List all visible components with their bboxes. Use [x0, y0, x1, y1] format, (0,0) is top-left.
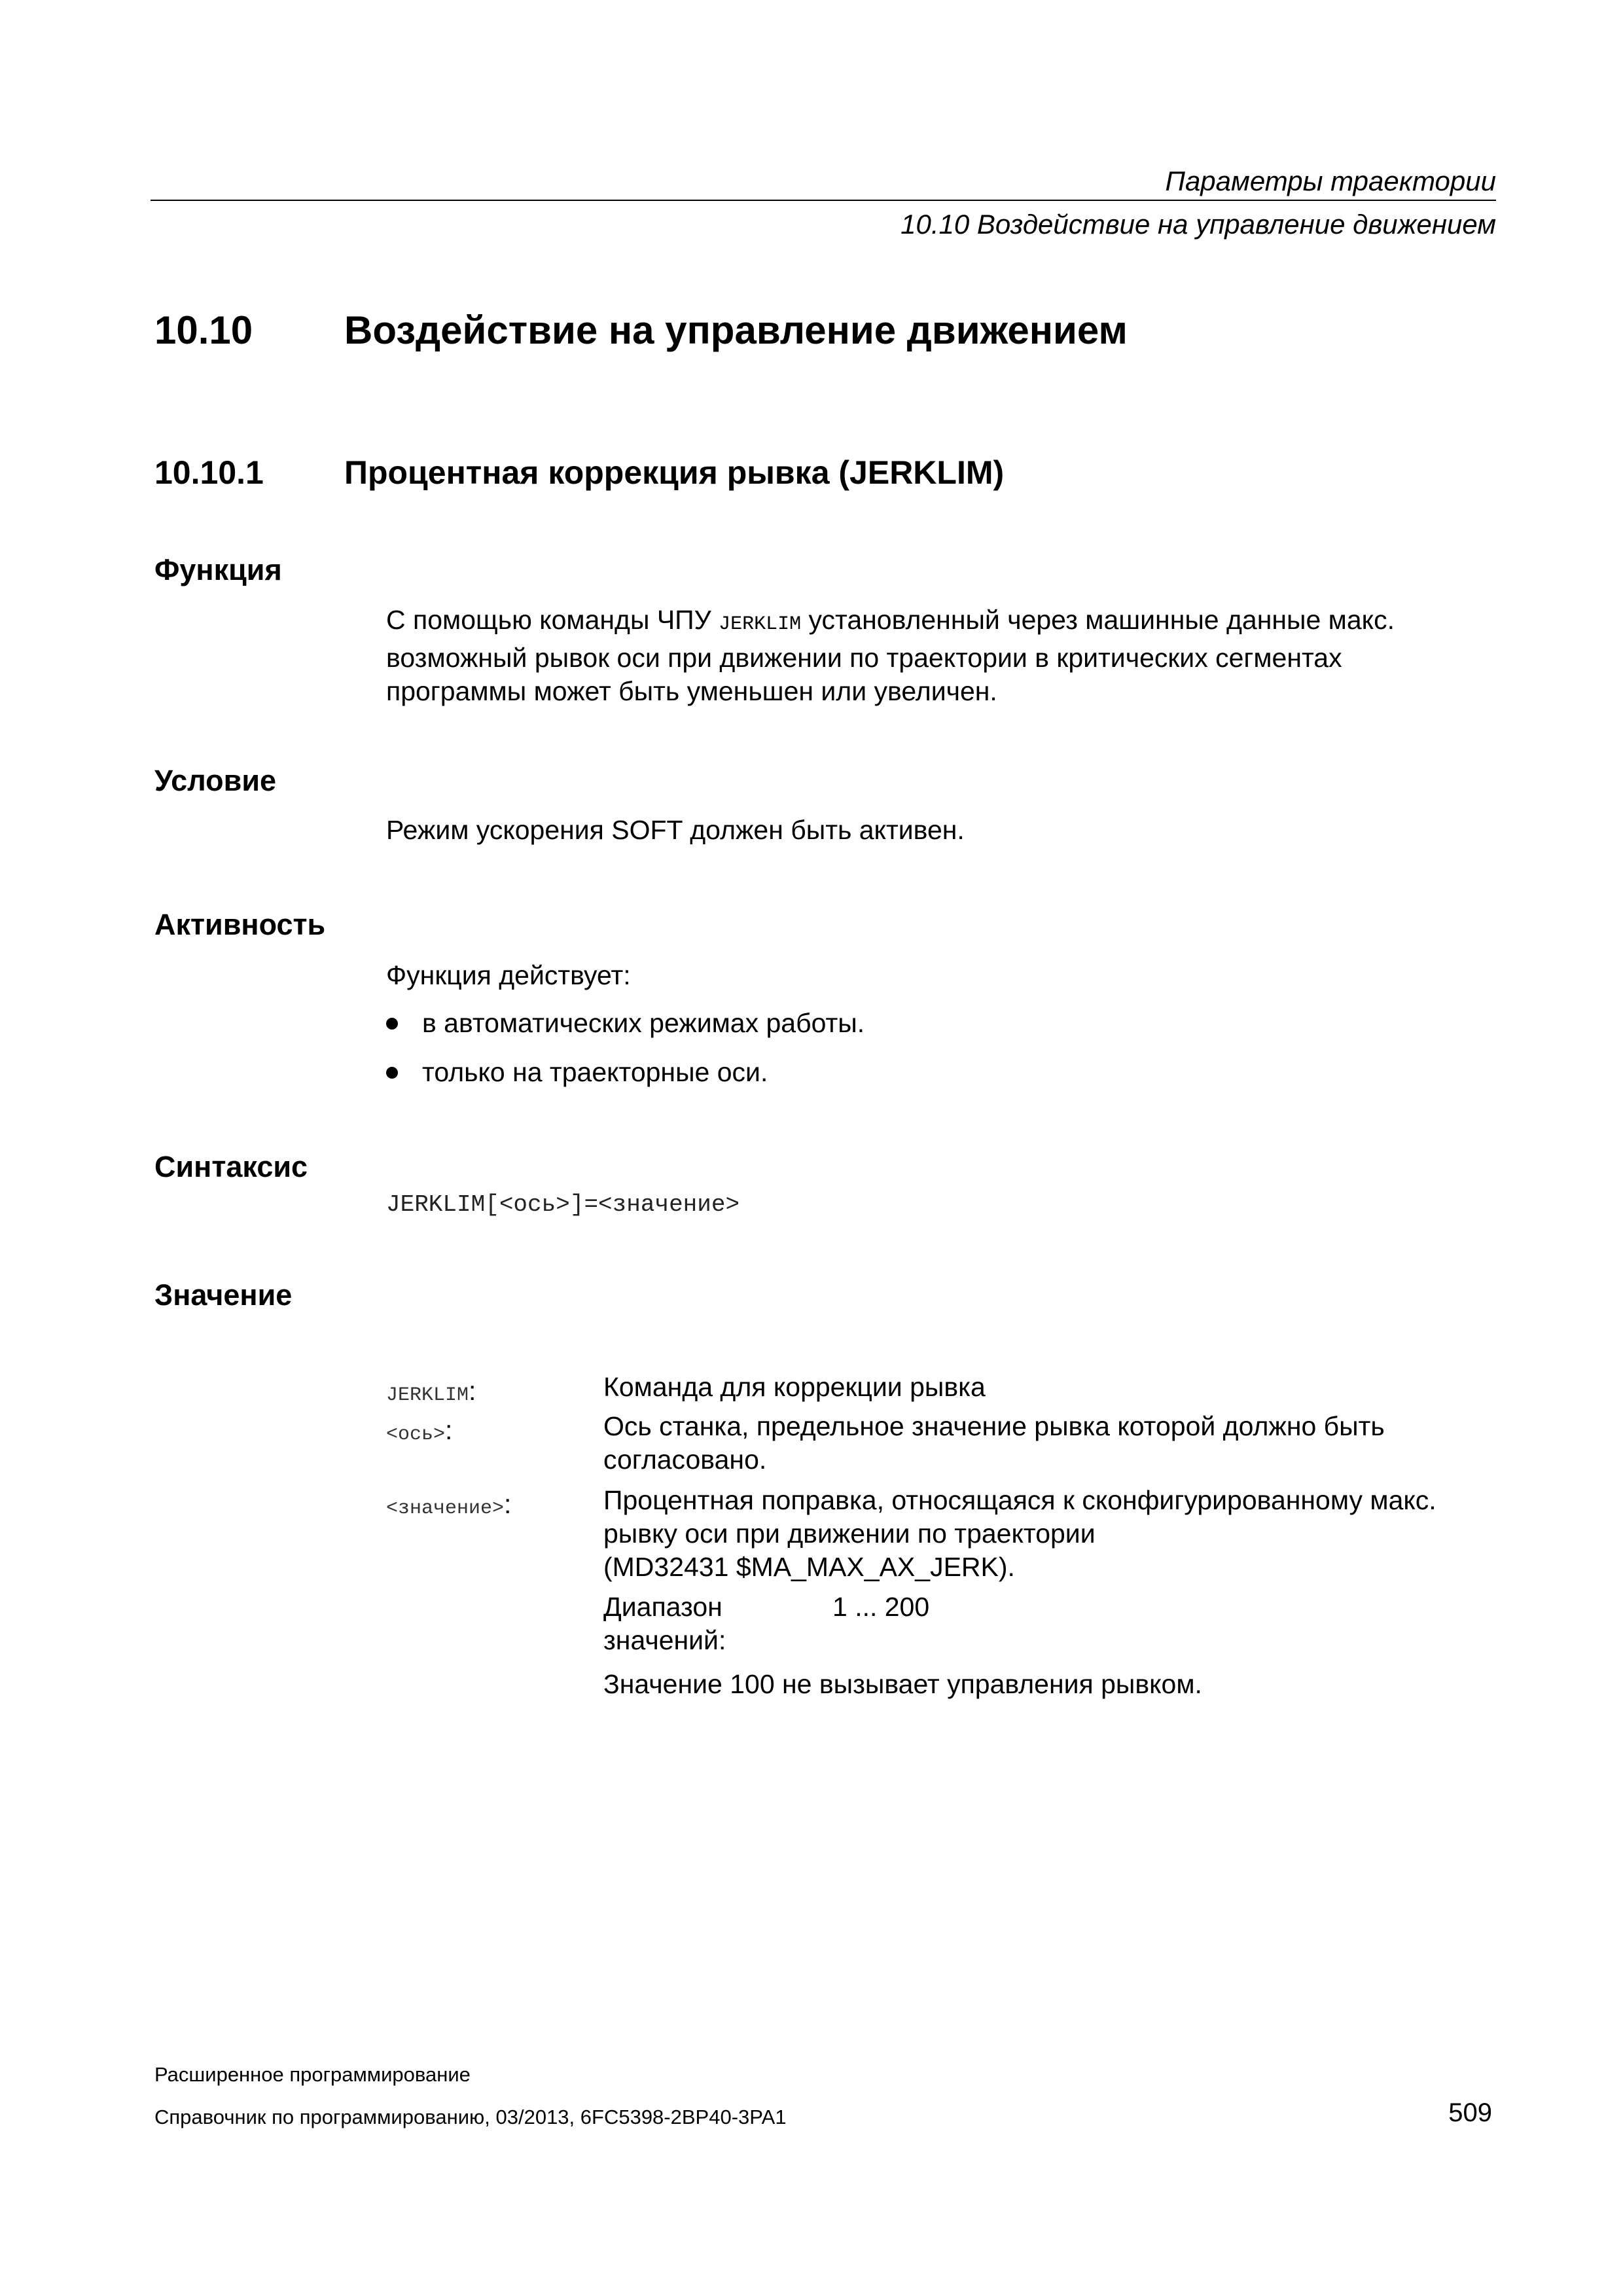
meaning-term-name: <значение> [386, 1498, 505, 1520]
range-label-line: Диапазон [603, 1592, 722, 1622]
page-number: 509 [1448, 2098, 1492, 2127]
meaning-heading: Значение [154, 1278, 293, 1312]
activity-item: в автоматических режимах работы. [422, 1008, 865, 1038]
condition-heading: Условие [154, 764, 277, 797]
footer-title: Расширенное программирование [154, 2063, 471, 2086]
meaning-term-colon: : [504, 1489, 512, 1519]
syntax-code: JERKLIM[<ось>]=<значение> [386, 1191, 740, 1218]
header-rule [151, 200, 1496, 201]
meaning-description-line: Ось станка, предельное значение рывка которой должно быть [603, 1411, 1385, 1441]
meaning-term-colon: : [469, 1376, 476, 1406]
function-text-line2: возможный рывок оси при движении по траектории в критических сегментах [386, 643, 1342, 673]
meaning-description-line: Команда для коррекции рывка [603, 1372, 986, 1402]
meaning-term-colon: : [445, 1415, 453, 1445]
meaning-description-line: рывку оси при движении по траектории [603, 1518, 1096, 1549]
activity-intro: Функция действует: [386, 960, 631, 990]
running-header-section: 10.10 Воздействие на управление движением [901, 209, 1496, 240]
condition-text: Режим ускорения SOFT должен быть активен. [386, 815, 965, 845]
meaning-description-line: согласовано. [603, 1444, 767, 1475]
function-heading: Функция [154, 553, 282, 586]
meaning-description-line: Процентная поправка, относящаяся к сконфигурированному макс. [603, 1485, 1436, 1515]
meaning-term-name: <ось> [386, 1424, 446, 1446]
bullet-dot [386, 1018, 398, 1030]
meaning-term [386, 1415, 452, 1446]
running-header-chapter: Параметры траектории [1165, 166, 1496, 196]
heading1-number: 10.10 [154, 308, 253, 352]
function-text-line3: программы может быть уменьшен или увеличен. [386, 676, 997, 706]
heading2-number: 10.10.1 [154, 454, 264, 491]
function-paragraph [386, 603, 1499, 708]
function-text-pre: С помощью команды ЧПУ [386, 605, 719, 635]
range-label [603, 1590, 726, 1657]
meaning-term [386, 1376, 476, 1407]
meaning-term [386, 1489, 511, 1520]
meaning-term-name: JERKLIM [386, 1384, 469, 1407]
meaning-description [603, 1371, 986, 1404]
meaning-note: Значение 100 не вызывает управления рывком. [603, 1669, 1202, 1699]
footer-reference: Справочник по программированию, 03/2013, 6FC5398-2BP40-3PA1 [154, 2106, 787, 2128]
heading2-title: Процентная коррекция рывка (JERKLIM) [344, 454, 1005, 491]
function-text-line1-post: установленный через машинные данные макс. [801, 605, 1395, 635]
meaning-description [603, 1410, 1385, 1477]
heading1-title: Воздействие на управление движением [344, 308, 1128, 352]
range-value: 1 ... 200 [832, 1592, 930, 1622]
range-label-line: значений: [603, 1625, 726, 1655]
meaning-description [603, 1484, 1436, 1584]
activity-heading: Активность [154, 908, 326, 941]
syntax-heading: Синтаксис [154, 1150, 308, 1183]
activity-item: только на траекторные оси. [422, 1057, 768, 1087]
meaning-description-line: (MD32431 $MA_MAX_AX_JERK). [603, 1552, 1015, 1582]
bullet-dot [386, 1067, 398, 1079]
function-command: JERKLIM [719, 613, 802, 636]
